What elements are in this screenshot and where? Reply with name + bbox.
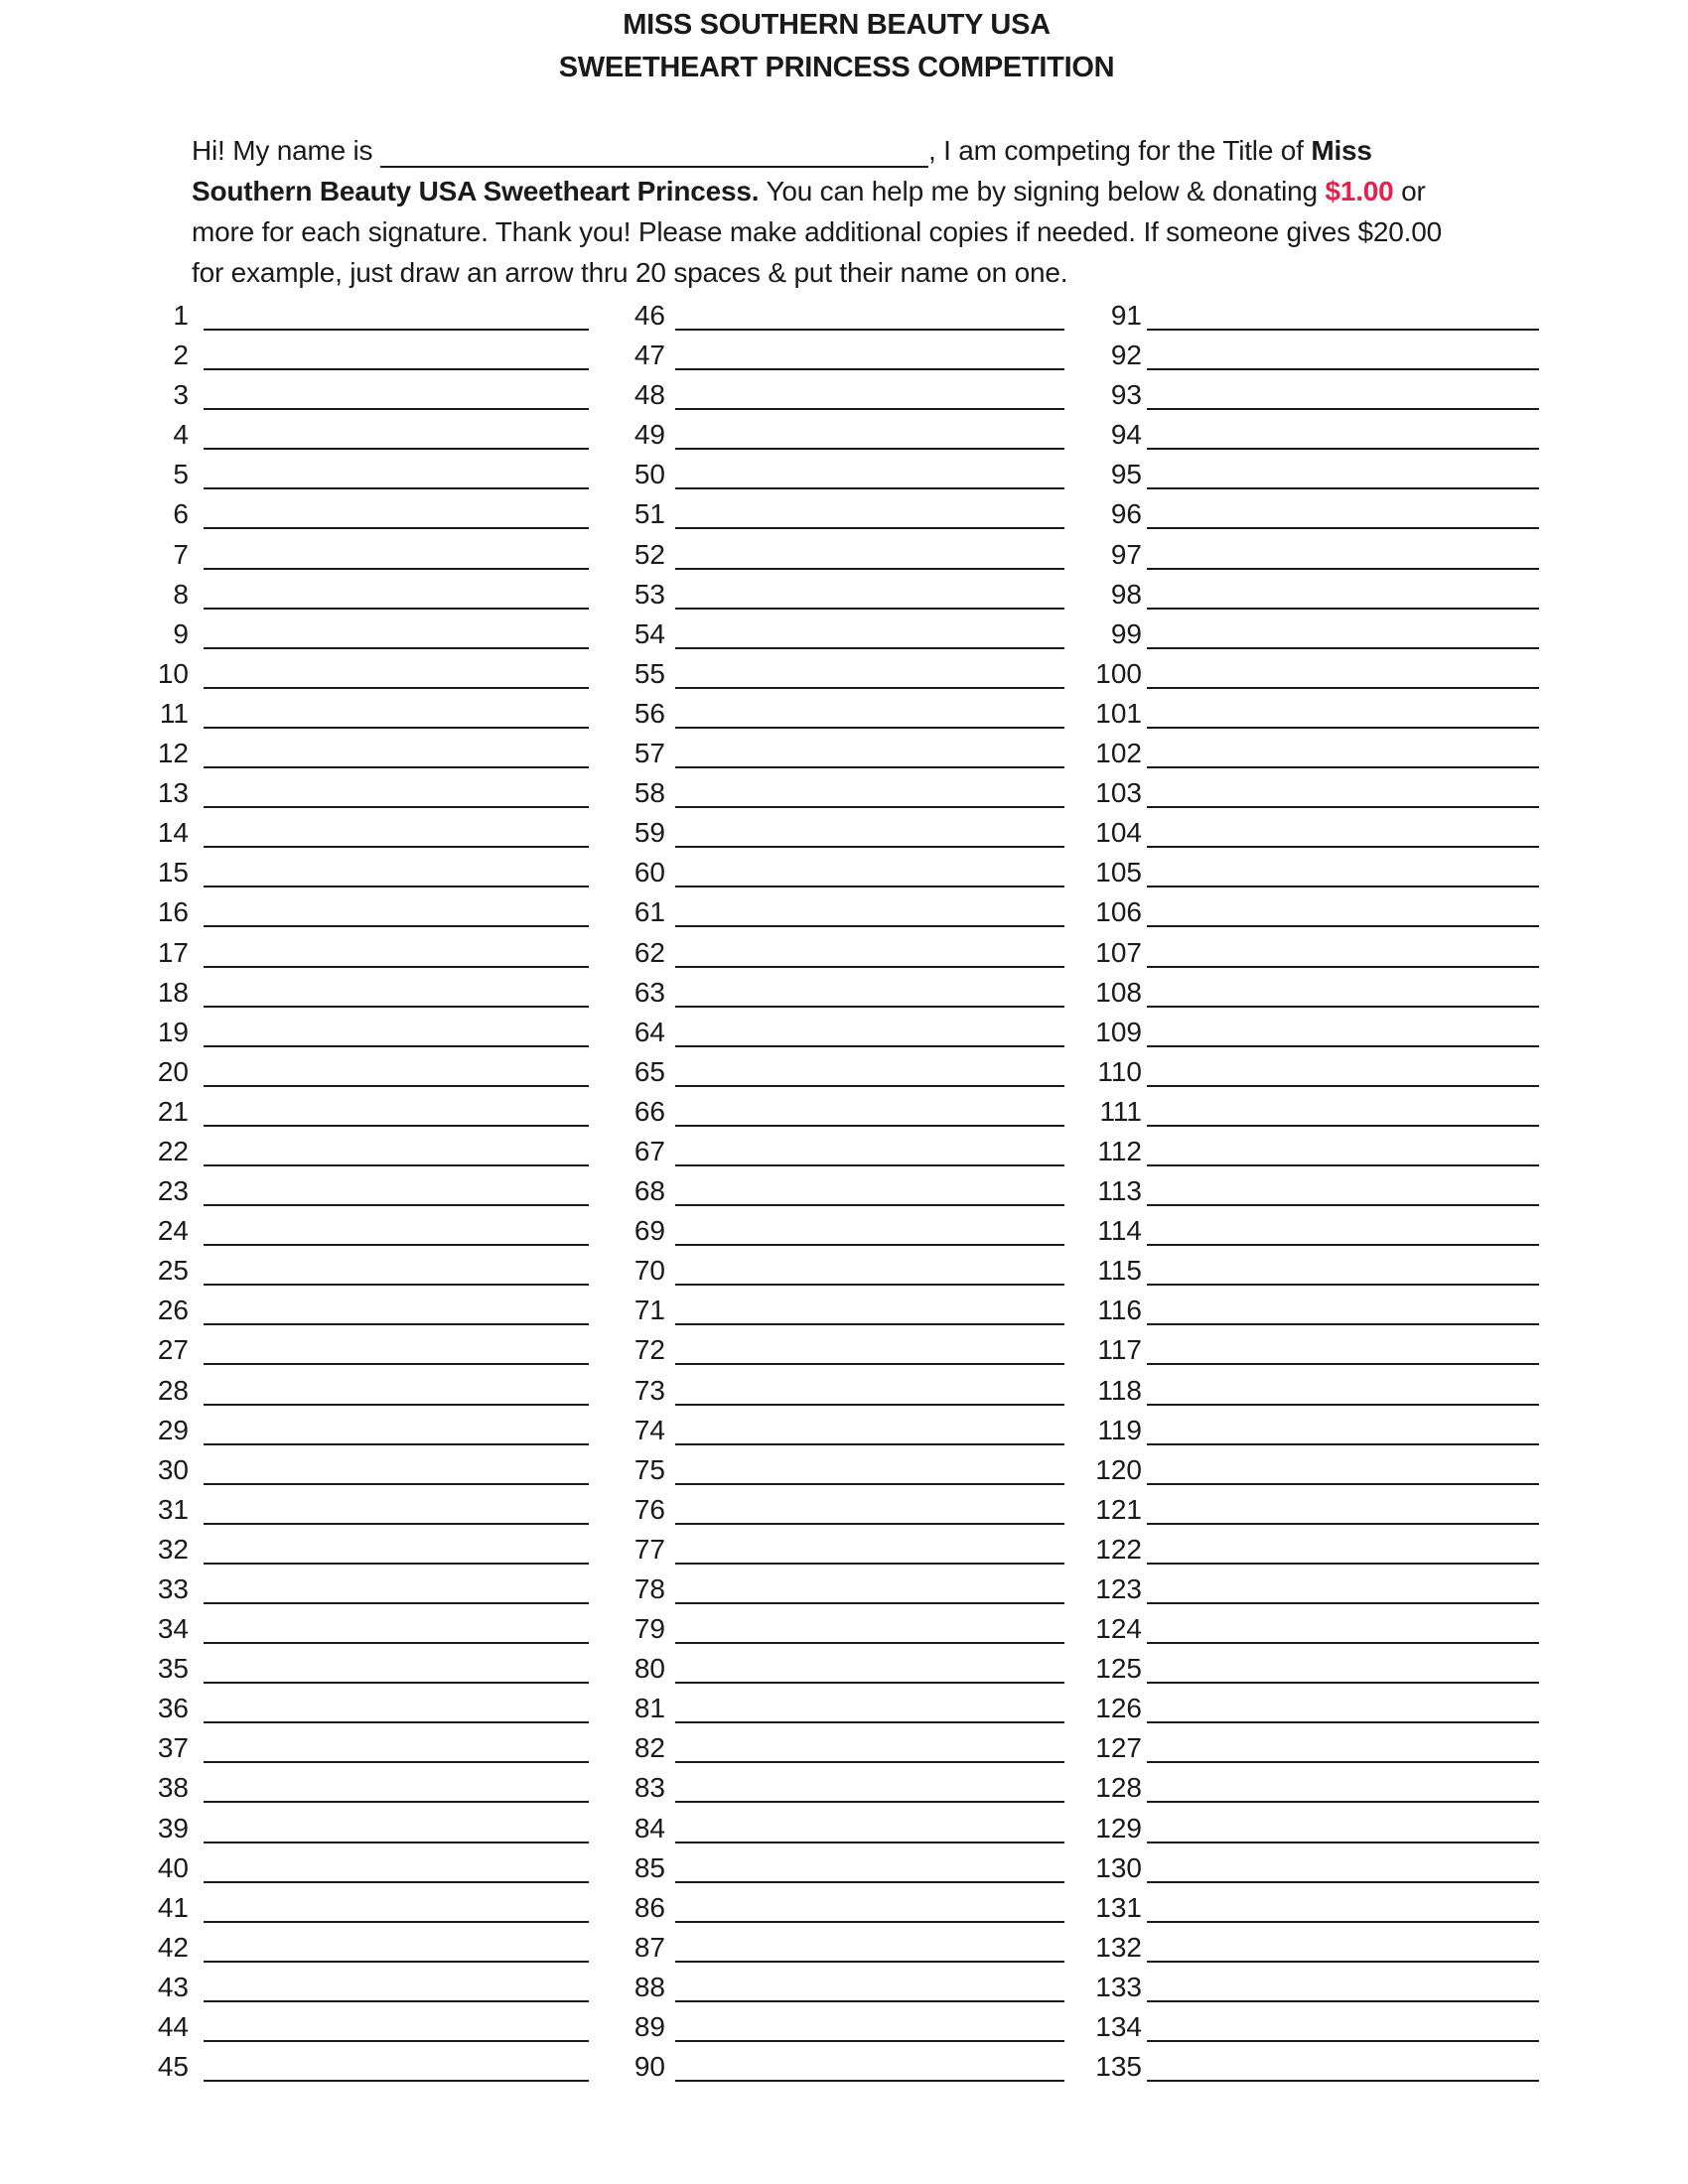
signature-number: 52 (633, 538, 665, 570)
signature-number: 38 (157, 1772, 189, 1804)
signature-line[interactable] (675, 2040, 1064, 2042)
signature-number: 60 (633, 857, 665, 888)
signature-line[interactable] (675, 1642, 1064, 1644)
signature-line[interactable] (204, 329, 589, 331)
signature-number: 28 (157, 1374, 189, 1406)
signature-line[interactable] (675, 1164, 1064, 1166)
signature-number: 118 (1097, 1374, 1142, 1406)
signature-number: 114 (1097, 1215, 1142, 1247)
signature-number: 51 (633, 498, 665, 530)
signature-number: 25 (157, 1255, 189, 1287)
signature-number: 134 (1095, 2011, 1142, 2043)
signature-line[interactable] (1147, 1125, 1539, 1127)
signature-line[interactable] (675, 408, 1064, 410)
signature-number: 63 (633, 976, 665, 1008)
signature-number: 105 (1095, 857, 1142, 888)
signature-line[interactable] (1147, 1085, 1539, 1087)
signature-number: 98 (1110, 578, 1142, 610)
signature-line[interactable] (675, 1921, 1064, 1923)
signature-line[interactable] (1147, 527, 1539, 529)
signature-line[interactable] (204, 1443, 589, 1445)
intro-line-4: for example, just draw an arrow thru 20 spaces & put their name on one. (192, 257, 1068, 288)
signature-number: 56 (633, 697, 665, 729)
signature-number: 127 (1095, 1732, 1142, 1764)
signature-number: 7 (173, 538, 189, 570)
signature-number: 31 (157, 1493, 189, 1525)
page-title (0, 4, 1673, 89)
signature-number: 16 (157, 896, 189, 928)
signature-line[interactable] (1147, 1204, 1539, 1206)
signature-number: 130 (1095, 1851, 1142, 1883)
signature-number: 43 (157, 1971, 189, 2002)
signature-line[interactable] (204, 1323, 589, 1325)
signature-number: 87 (633, 1931, 665, 1963)
signature-number: 117 (1097, 1334, 1142, 1366)
signature-line[interactable] (204, 527, 589, 529)
signature-line[interactable] (204, 1164, 589, 1166)
signature-number: 65 (633, 1055, 665, 1087)
signature-line[interactable] (1147, 1483, 1539, 1485)
signature-line[interactable] (1147, 1563, 1539, 1565)
signature-line[interactable] (1147, 1443, 1539, 1445)
signature-line[interactable] (675, 1443, 1064, 1445)
signature-number: 44 (157, 2011, 189, 2043)
signature-line[interactable] (204, 1404, 589, 1406)
signature-number: 120 (1095, 1453, 1142, 1485)
signature-line[interactable] (204, 1642, 589, 1644)
title-line-2: SWEETHEART PRINCESS COMPETITION (558, 52, 1115, 83)
intro-line-2 (192, 171, 1482, 211)
signature-line[interactable] (204, 766, 589, 768)
signature-line[interactable] (675, 1363, 1064, 1365)
signature-line[interactable] (204, 1881, 589, 1883)
signature-line[interactable] (675, 368, 1064, 370)
signature-number: 106 (1095, 896, 1142, 928)
signature-number: 129 (1095, 1812, 1142, 1843)
signature-line[interactable] (675, 846, 1064, 848)
signature-number: 88 (633, 1971, 665, 2002)
signature-line[interactable] (675, 647, 1064, 649)
signature-line[interactable] (204, 608, 589, 610)
signature-number: 86 (633, 1891, 665, 1923)
signature-line[interactable] (1147, 1523, 1539, 1525)
intro-line-1 (192, 130, 1482, 171)
signature-number: 84 (633, 1812, 665, 1843)
signature-line[interactable] (675, 1085, 1064, 1087)
signature-line[interactable] (1147, 766, 1539, 768)
signature-line[interactable] (1147, 925, 1539, 927)
intro-line-3: more for each signature. Thank you! Please make additional copies if needed. If someone gives $20.00 (192, 216, 1442, 247)
signature-line[interactable] (675, 487, 1064, 489)
signature-line[interactable] (675, 1523, 1064, 1525)
signature-line[interactable] (675, 2080, 1064, 2082)
signature-number: 100 (1095, 657, 1142, 689)
signature-number: 61 (633, 896, 665, 928)
signature-number: 64 (633, 1016, 665, 1047)
signature-line[interactable] (675, 2000, 1064, 2002)
signature-line[interactable] (204, 925, 589, 927)
signature-number: 27 (157, 1334, 189, 1366)
signature-number: 24 (157, 1215, 189, 1247)
signature-line[interactable] (204, 1563, 589, 1565)
signature-number: 126 (1095, 1693, 1142, 1724)
signature-line[interactable] (675, 1682, 1064, 1684)
signature-line[interactable] (1147, 1006, 1539, 1008)
signature-number: 39 (157, 1812, 189, 1843)
signature-number: 50 (633, 459, 665, 490)
signature-line[interactable] (675, 608, 1064, 610)
signature-number: 11 (159, 697, 189, 729)
signature-line[interactable] (675, 1721, 1064, 1723)
signature-line[interactable] (675, 448, 1064, 450)
signature-number: 119 (1097, 1414, 1142, 1445)
signature-number: 131 (1095, 1891, 1142, 1923)
signature-line[interactable] (1147, 1602, 1539, 1604)
signature-line[interactable] (204, 1842, 589, 1843)
signature-number: 99 (1110, 617, 1142, 649)
signature-line[interactable] (1147, 1404, 1539, 1406)
signature-line[interactable] (675, 1284, 1064, 1286)
signature-number: 37 (157, 1732, 189, 1764)
signature-number: 10 (157, 657, 189, 689)
signature-line[interactable] (1147, 1323, 1539, 1325)
signature-line[interactable] (204, 886, 589, 887)
signature-line[interactable] (204, 1801, 589, 1803)
intro-greeting: Hi! My name is (192, 135, 380, 166)
signature-line[interactable] (204, 846, 589, 848)
signature-line[interactable] (675, 1801, 1064, 1803)
signature-number: 113 (1097, 1175, 1142, 1207)
signature-number: 58 (633, 777, 665, 809)
signature-number: 121 (1095, 1493, 1142, 1525)
signature-line[interactable] (1147, 368, 1539, 370)
signature-number: 112 (1097, 1135, 1142, 1166)
signature-line[interactable] (1147, 886, 1539, 887)
signature-number: 3 (173, 379, 189, 411)
signature-line[interactable] (204, 1363, 589, 1365)
signature-line[interactable] (204, 368, 589, 370)
signature-line[interactable] (204, 1125, 589, 1127)
signature-number: 135 (1095, 2051, 1142, 2083)
signature-number: 68 (633, 1175, 665, 1207)
signature-number: 108 (1095, 976, 1142, 1008)
signature-number: 82 (633, 1732, 665, 1764)
signature-line[interactable] (1147, 568, 1539, 570)
signature-number: 78 (633, 1573, 665, 1604)
signature-number: 13 (157, 777, 189, 809)
signature-line[interactable] (1147, 1284, 1539, 1286)
signature-number: 55 (633, 657, 665, 689)
signature-line[interactable] (1147, 448, 1539, 450)
signature-number: 22 (157, 1135, 189, 1166)
signature-line[interactable] (1147, 687, 1539, 689)
signature-line[interactable] (1147, 408, 1539, 410)
signature-number: 29 (157, 1414, 189, 1445)
signature-number: 75 (633, 1453, 665, 1485)
signature-number: 30 (157, 1453, 189, 1485)
signature-number: 133 (1095, 1971, 1142, 2002)
title-line-1: MISS SOUTHERN BEAUTY USA (623, 9, 1051, 41)
signature-line[interactable] (675, 1881, 1064, 1883)
signature-number: 93 (1110, 379, 1142, 411)
signature-line[interactable] (1147, 1921, 1539, 1923)
signature-number: 70 (633, 1255, 665, 1287)
intro-title-name: Southern Beauty USA Sweetheart Princess. (192, 176, 760, 206)
name-blank-field[interactable] (380, 136, 928, 168)
signature-line[interactable] (675, 1323, 1064, 1325)
signature-line[interactable] (1147, 1642, 1539, 1644)
signature-number: 46 (633, 300, 665, 331)
signature-line[interactable] (1147, 1842, 1539, 1843)
signature-number: 102 (1095, 738, 1142, 769)
signature-line[interactable] (1147, 1801, 1539, 1803)
signature-number: 95 (1110, 459, 1142, 490)
signature-line[interactable] (204, 1284, 589, 1286)
signature-line[interactable] (675, 1563, 1064, 1565)
signature-line[interactable] (1147, 1961, 1539, 1963)
signature-number: 33 (157, 1573, 189, 1604)
signature-number: 9 (173, 617, 189, 649)
intro-paragraph (192, 130, 1482, 293)
signature-line[interactable] (204, 1602, 589, 1604)
signature-line[interactable] (675, 806, 1064, 808)
signature-number: 110 (1097, 1055, 1142, 1087)
signature-number: 128 (1095, 1772, 1142, 1804)
signature-line[interactable] (675, 1244, 1064, 1246)
signature-number: 26 (157, 1295, 189, 1326)
signature-number: 12 (157, 738, 189, 769)
signature-number: 20 (157, 1055, 189, 1087)
signature-number: 48 (633, 379, 665, 411)
signature-line[interactable] (675, 1961, 1064, 1963)
signature-number: 53 (633, 578, 665, 610)
signature-number: 73 (633, 1374, 665, 1406)
signature-number: 36 (157, 1693, 189, 1724)
signature-line[interactable] (675, 1842, 1064, 1843)
signature-number: 89 (633, 2011, 665, 2043)
signature-line[interactable] (1147, 2000, 1539, 2002)
intro-competing-text: , I am competing for the Title of (927, 135, 1312, 166)
signature-number: 34 (157, 1613, 189, 1645)
signature-number: 109 (1095, 1016, 1142, 1047)
signature-number: 96 (1110, 498, 1142, 530)
signature-line[interactable] (1147, 1164, 1539, 1166)
signature-number: 35 (157, 1653, 189, 1685)
signature-number: 69 (633, 1215, 665, 1247)
signature-line[interactable] (675, 1602, 1064, 1604)
signature-number: 54 (633, 617, 665, 649)
signature-line[interactable] (204, 1085, 589, 1087)
signature-number: 14 (157, 817, 189, 849)
intro-title-start: Miss (1311, 135, 1372, 166)
signature-line[interactable] (1147, 1682, 1539, 1684)
signature-line[interactable] (204, 448, 589, 450)
signature-line[interactable] (1147, 2040, 1539, 2042)
signature-line[interactable] (204, 2040, 589, 2042)
signature-number: 111 (1099, 1095, 1142, 1127)
signature-number: 81 (633, 1693, 665, 1724)
signature-line[interactable] (204, 1682, 589, 1684)
signature-number: 101 (1095, 697, 1142, 729)
signature-line[interactable] (1147, 1721, 1539, 1723)
signature-line[interactable] (204, 1244, 589, 1246)
signature-number: 132 (1095, 1931, 1142, 1963)
signature-number: 5 (173, 459, 189, 490)
signature-number: 122 (1095, 1533, 1142, 1565)
signature-number: 19 (157, 1016, 189, 1047)
signature-number: 103 (1095, 777, 1142, 809)
signature-number: 62 (633, 936, 665, 968)
signature-line[interactable] (204, 2080, 589, 2082)
signature-number: 123 (1095, 1573, 1142, 1604)
signature-number: 79 (633, 1613, 665, 1645)
signature-number: 91 (1110, 300, 1142, 331)
signature-number: 104 (1095, 817, 1142, 849)
signature-number: 116 (1097, 1295, 1142, 1326)
donation-amount: $1.00 (1325, 176, 1394, 206)
signature-line[interactable] (1147, 1761, 1539, 1763)
signature-line[interactable] (204, 1204, 589, 1206)
signature-line[interactable] (204, 408, 589, 410)
signature-line[interactable] (675, 886, 1064, 887)
intro-help-text: You can help me by signing below & donating (759, 176, 1326, 206)
signature-line[interactable] (675, 727, 1064, 729)
signature-number: 21 (157, 1095, 189, 1127)
signature-number: 74 (633, 1414, 665, 1445)
signature-number: 49 (633, 419, 665, 451)
signature-number: 71 (633, 1295, 665, 1326)
signature-line[interactable] (675, 1204, 1064, 1206)
signature-line[interactable] (204, 1045, 589, 1047)
signature-line[interactable] (675, 687, 1064, 689)
signature-line[interactable] (1147, 1244, 1539, 1246)
signature-number: 115 (1097, 1255, 1142, 1287)
signature-number: 94 (1110, 419, 1142, 451)
signature-line[interactable] (675, 925, 1064, 927)
signature-line[interactable] (1147, 846, 1539, 848)
signature-line[interactable] (204, 1921, 589, 1923)
signature-number: 125 (1095, 1653, 1142, 1685)
signature-line[interactable] (675, 766, 1064, 768)
signature-number: 92 (1110, 340, 1142, 371)
signature-line[interactable] (204, 727, 589, 729)
signature-line[interactable] (204, 2000, 589, 2002)
signature-line[interactable] (204, 1761, 589, 1763)
signature-number: 59 (633, 817, 665, 849)
signature-number: 42 (157, 1931, 189, 1963)
signature-number: 47 (633, 340, 665, 371)
signature-number: 85 (633, 1851, 665, 1883)
signature-number: 4 (173, 419, 189, 451)
signature-number: 76 (633, 1493, 665, 1525)
signature-line[interactable] (675, 329, 1064, 331)
signature-line[interactable] (675, 527, 1064, 529)
signature-line[interactable] (204, 1961, 589, 1963)
signature-line[interactable] (675, 1483, 1064, 1485)
signature-number: 57 (633, 738, 665, 769)
signature-number: 124 (1095, 1613, 1142, 1645)
signature-number: 66 (633, 1095, 665, 1127)
signature-number: 17 (157, 936, 189, 968)
signature-line[interactable] (675, 966, 1064, 968)
signature-line[interactable] (204, 806, 589, 808)
signature-line[interactable] (204, 1483, 589, 1485)
signature-line[interactable] (675, 1404, 1064, 1406)
signature-line[interactable] (1147, 608, 1539, 610)
intro-or-text: or (1393, 176, 1426, 206)
signature-line[interactable] (675, 568, 1064, 570)
signature-number: 40 (157, 1851, 189, 1883)
signature-number: 23 (157, 1175, 189, 1207)
signature-number: 15 (157, 857, 189, 888)
signature-number: 1 (173, 300, 189, 331)
signature-line[interactable] (1147, 487, 1539, 489)
signature-line[interactable] (1147, 329, 1539, 331)
signature-line[interactable] (204, 1721, 589, 1723)
signature-number: 32 (157, 1533, 189, 1565)
signature-number: 67 (633, 1135, 665, 1166)
signature-number: 6 (173, 498, 189, 530)
signature-number: 18 (157, 976, 189, 1008)
signature-line[interactable] (1147, 2080, 1539, 2082)
signature-line[interactable] (675, 1045, 1064, 1047)
signature-line[interactable] (1147, 727, 1539, 729)
signature-line[interactable] (204, 647, 589, 649)
signature-number: 72 (633, 1334, 665, 1366)
signature-line[interactable] (1147, 966, 1539, 968)
signature-line[interactable] (675, 1006, 1064, 1008)
signature-number: 90 (633, 2051, 665, 2083)
signature-number: 77 (633, 1533, 665, 1565)
signature-line[interactable] (1147, 1363, 1539, 1365)
signature-line[interactable] (1147, 1881, 1539, 1883)
signature-line[interactable] (204, 568, 589, 570)
signature-line[interactable] (675, 1125, 1064, 1127)
signature-line[interactable] (204, 687, 589, 689)
signature-number: 2 (173, 340, 189, 371)
signature-number: 83 (633, 1772, 665, 1804)
signature-number: 8 (173, 578, 189, 610)
signature-number: 97 (1110, 538, 1142, 570)
signature-line[interactable] (1147, 806, 1539, 808)
signature-line[interactable] (675, 1761, 1064, 1763)
signature-number: 41 (157, 1891, 189, 1923)
signature-line[interactable] (204, 1006, 589, 1008)
signature-number: 80 (633, 1653, 665, 1685)
signature-number: 107 (1095, 936, 1142, 968)
signature-line[interactable] (204, 966, 589, 968)
signature-line[interactable] (204, 1523, 589, 1525)
signature-line[interactable] (1147, 1045, 1539, 1047)
signature-number: 45 (157, 2051, 189, 2083)
signature-line[interactable] (1147, 647, 1539, 649)
signature-line[interactable] (204, 487, 589, 489)
